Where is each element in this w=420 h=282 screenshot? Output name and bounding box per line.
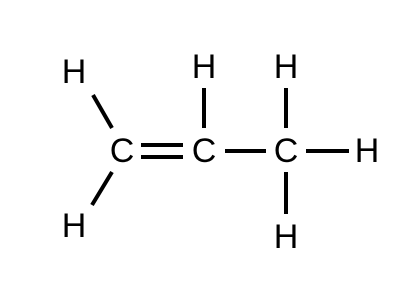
atom-h-c1-bottom: H <box>61 207 87 245</box>
atom-c3: C <box>273 132 299 170</box>
bond-c1-h-top <box>93 95 112 128</box>
atom-h-c2-top: H <box>191 48 217 86</box>
atom-c1: C <box>109 132 135 170</box>
atom-h-c1-top: H <box>61 53 87 91</box>
atom-h-c3-top: H <box>273 48 299 86</box>
atom-c2: C <box>191 132 217 170</box>
atom-h-c3-right: H <box>354 132 380 170</box>
bond-c1-h-bottom <box>92 172 112 205</box>
atom-h-c3-bottom: H <box>273 218 299 256</box>
